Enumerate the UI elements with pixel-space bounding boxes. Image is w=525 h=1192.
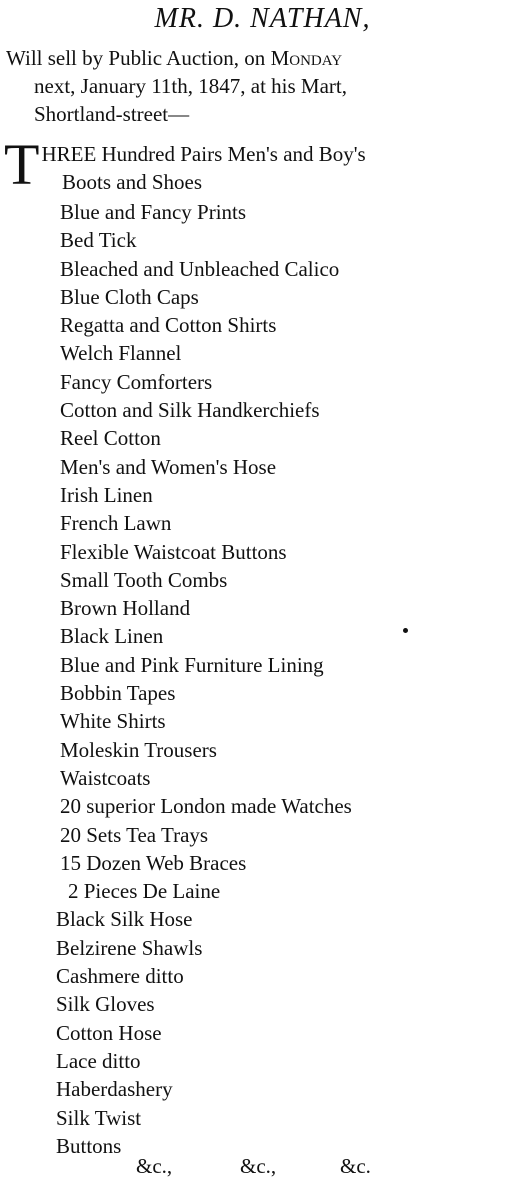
goods-list [56,198,520,1160]
list-item: Silk Twist [56,1105,142,1130]
list-item: Cotton Hose [56,1020,162,1045]
auctioneer-heading: MR. D. NATHAN, [154,3,371,34]
auction-day: Monday [270,46,343,70]
list-item: White Shirts [60,709,166,734]
list-item: Flexible Waistcoat Buttons [60,539,287,564]
list-item: Blue and Fancy Prints [60,200,247,224]
list-item: Cashmere ditto [56,964,184,989]
list-item: 20 superior London made Watches [60,794,352,819]
list-item: Irish Linen [60,482,153,507]
list-item: 15 Dozen Web Braces [60,850,247,875]
list-item: Buttons [56,1133,122,1158]
list-item: Belzirene Shawls [56,935,203,960]
et-cetera-1: &c., [136,1154,173,1178]
list-item: Moleskin Trousers [60,737,217,762]
notice-line-1-text: Will sell by Public Auction, on [6,46,271,70]
et-cetera-line [136,1152,436,1180]
list-item: Cotton and Silk Handkerchiefs [60,398,320,423]
list-item: Lace ditto [56,1048,141,1073]
notice-line-1 [6,44,520,72]
list-item: Black Silk Hose [56,907,193,932]
list-item: Silk Gloves [56,992,155,1017]
ink-speck [403,628,408,633]
list-item: Fancy Comforters [60,369,213,394]
list-item: Regatta and Cotton Shirts [60,313,277,338]
list-item: Bed Tick [60,228,137,253]
list-item: Waistcoats [60,765,151,790]
notice-line-3: Shortland-street— [34,102,190,126]
list-item: Blue and Pink Furniture Lining [60,652,324,677]
list-item: Men's and Women's Hose [60,454,277,479]
list-item: 2 Pieces De Laine [68,879,221,904]
lead-item-line-2: Boots and Shoes [62,170,203,194]
list-item: Blue Cloth Caps [60,284,199,309]
list-item: Reel Cotton [60,426,161,451]
list-item: Haberdashery [56,1077,173,1102]
list-item: Brown Holland [60,596,191,621]
list-item: Black Linen [60,624,164,649]
lead-item-text [4,132,524,197]
list-item: Bobbin Tapes [60,681,176,706]
et-cetera-3: &c. [340,1154,371,1178]
lead-item [4,132,524,197]
auction-notice [6,44,520,128]
list-item: Small Tooth Combs [60,567,228,592]
notice-line-2: next, January 11th, 1847, at his Mart, [34,74,348,98]
lead-item-line-1: HREE Hundred Pairs Men's and Boy's [41,142,366,166]
list-item: Welch Flannel [60,341,182,366]
list-item: 20 Sets Tea Trays [60,822,209,847]
et-cetera-2: &c., [240,1154,277,1178]
list-item: Bleached and Unbleached Calico [60,256,340,281]
drop-cap: T [4,132,40,197]
list-item: French Lawn [60,511,172,536]
